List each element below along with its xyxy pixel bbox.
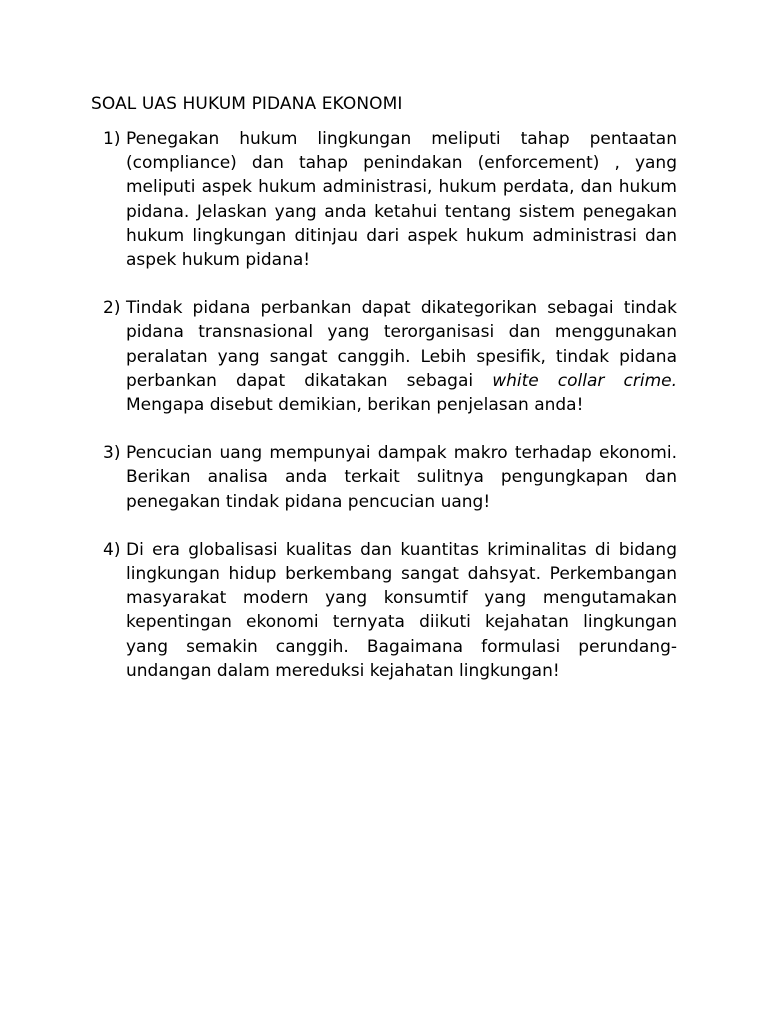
question-number: 2) [103, 298, 121, 319]
question-text-part: Tindak pidana perbankan dapat dikategorikan sebagai tindak pidana transnasional yang terorganisasi dan menggunakan peralatan yang sangat canggih. Lebih spesifik, tindak pidana perbankan dapat dikatakan sebagai [126, 298, 677, 391]
question-text: Pencucian uang mempunyai dampak makro terhadap ekonomi. Berikan analisa anda terkait sulitnya pengungkapan dan penegakan tindak pidana pencucian uang! [126, 443, 677, 512]
question-item-4 [103, 538, 677, 683]
question-number: 4) [103, 539, 121, 560]
question-text [126, 296, 677, 417]
question-item-3 [103, 441, 677, 514]
question-text: Di era globalisasi kualitas dan kuantitas kriminalitas di bidang lingkungan hidup berkembang sangat dahsyat. Perkembangan masyarakat modern yang konsumtif yang mengutamakan kepentingan ekonomi ternyata diikuti kejahatan lingkungan yang semakin canggih. Bagaimana formulasi perundang-undangan dalam mereduksi kejahatan lingkungan! [126, 539, 677, 681]
question-item-2 [103, 296, 677, 417]
question-list [103, 127, 677, 707]
question-number: 3) [103, 443, 121, 464]
document-title: SOAL UAS HUKUM PIDANA EKONOMI [91, 94, 403, 114]
question-italic-term: white collar crime. [492, 370, 677, 391]
question-number: 1) [103, 129, 121, 149]
question-text: Penegakan hukum lingkungan meliputi tahap pentaatan (compliance) dan tahap penindakan (enforcement) , yang meliputi aspek hukum administrasi, hukum perdata, dan hukum pidana. Jelaskan yang anda ketahui tentang sistem penegakan hukum lingkungan ditinjau dari aspek hukum administrasi dan aspek hukum pidana! [126, 129, 677, 271]
question-item-1 [103, 127, 677, 272]
question-text-part: Mengapa disebut demikian, berikan penjelasan anda! [126, 395, 584, 416]
